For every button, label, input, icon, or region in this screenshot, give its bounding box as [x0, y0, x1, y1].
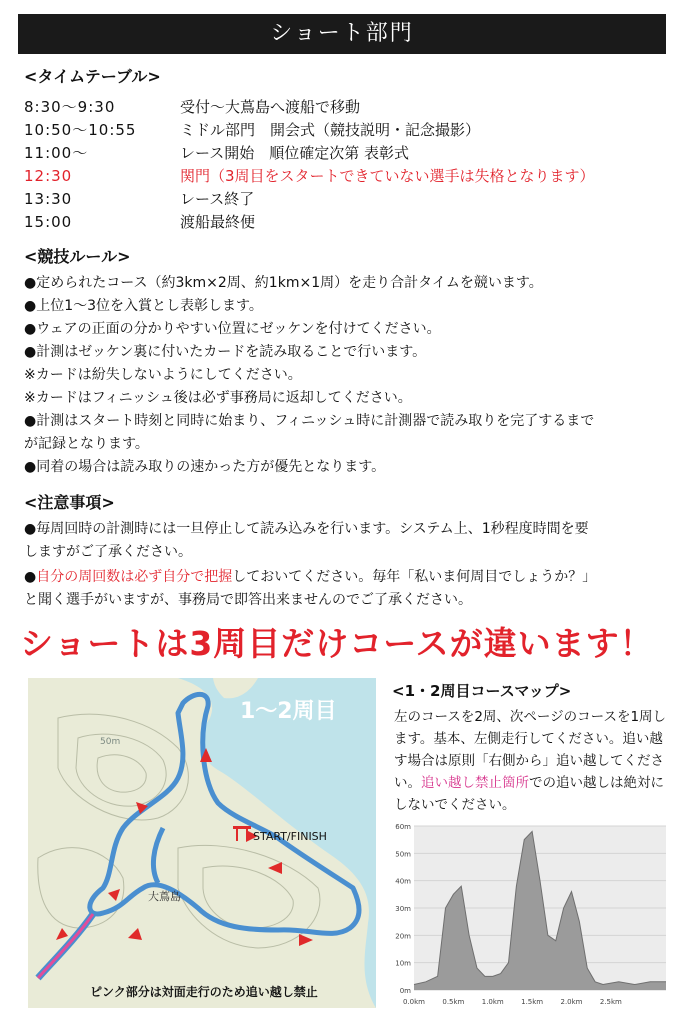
timetable-time: 10:50〜10:55 [24, 121, 137, 139]
notes-line: と聞く選手がいますが、事務局で即答出来ませんのでご了承ください。 [24, 592, 472, 608]
rule-line: ●ウェアの正面の分かりやすい位置にゼッケンを付けてください。 [24, 321, 441, 337]
timetable-heading: <タイムテーブル> [24, 67, 161, 86]
timetable-time: 15:00 [24, 213, 73, 231]
bullet: ● [24, 569, 37, 585]
timetable-desc: 受付〜大蔦島へ渡船で移動 [180, 98, 361, 116]
timetable-desc: レース開始 順位確定次第 表彰式 [180, 144, 410, 162]
x-tick-label: 0.5km [442, 998, 465, 1006]
timetable-desc: レース終了 [180, 190, 255, 208]
timetable-time: 8:30〜9:30 [24, 98, 116, 116]
notes-line: しますがご了承ください。 [24, 544, 192, 560]
y-tick-label: 30m [395, 905, 411, 913]
rule-line: ●上位1〜3位を入賞とし表彰します。 [24, 298, 263, 314]
timetable-desc: ミドル部門 開会式（競技説明・記念撮影） [180, 121, 481, 139]
timetable-desc: 関門（3周目をスタートできていない選手は失格となります） [180, 167, 595, 185]
rule-line: が記録となります。 [24, 436, 149, 452]
notes-line [24, 566, 674, 589]
timetable-row [24, 165, 595, 187]
notes-text: しておいてください。毎年「私いま何周目でしょうか？」 [232, 569, 597, 585]
timetable-row [24, 211, 255, 233]
no-passing-note: ピンク部分は対面走行のため追い越し禁止 [90, 985, 318, 999]
timetable-row [24, 142, 409, 164]
course-map-text: での追い越しは絶対にしないでください。 [394, 775, 664, 813]
y-tick-label: 60m [395, 823, 411, 831]
y-tick-label: 40m [395, 877, 411, 886]
timetable-row [24, 96, 360, 118]
course-map [28, 678, 376, 1008]
rules-heading: <競技ルール> [24, 247, 131, 266]
rule-line: ●定められたコース（約3km×2周、約1km×1周）を走り合計タイムを競います。 [24, 275, 543, 291]
contour-label: 50m [100, 737, 121, 747]
course-map-text: 左のコースを2周、次ページのコースを1周します。基本、左側走行してください。追い越す場合は原則「右側から」追い越してください。 [394, 709, 667, 791]
y-tick-label: 50m [395, 850, 411, 859]
x-tick-label: 2.5km [599, 998, 622, 1006]
y-tick-label: 10m [395, 959, 411, 968]
y-tick-label: 0m [399, 987, 411, 995]
course-map-description [394, 706, 676, 816]
no-passing-zone-text: 追い越し禁止箇所 [421, 775, 529, 791]
notes-warning-text: 自分の周回数は必ず自分で把握 [36, 569, 233, 585]
timetable-desc: 渡船最終便 [180, 213, 256, 231]
island-label: 大蔦島 [148, 890, 181, 903]
rule-line: ●計測はゼッケン裏に付いたカードを読み取ることで行います。 [24, 344, 427, 360]
elevation-chart [384, 818, 674, 1014]
notes-line: ●毎周回時の計測時には一旦停止して読み込みを行います。システム上、1秒程度時間を要 [24, 521, 589, 537]
page-title: ショート部門 [18, 14, 666, 54]
start-finish-label: START/FINISH [253, 830, 327, 843]
course-map-heading: <1・2周目コースマップ> [392, 682, 572, 700]
lap-label: 1〜2周目 [240, 699, 337, 724]
x-tick-label: 1.5km [521, 998, 544, 1006]
rule-line: ●同着の場合は読み取りの速かった方が優先となります。 [24, 459, 386, 475]
rule-line: ※カードは紛失しないようにしてください。 [24, 367, 302, 383]
timetable-time: 11:00〜 [24, 144, 89, 162]
x-tick-label: 2.0km [560, 998, 583, 1006]
course-headline: ショートは3周目だけコースが違います！ [20, 624, 654, 663]
timetable-time: 13:30 [24, 190, 73, 208]
notes-heading: <注意事項> [24, 493, 115, 512]
timetable-time: 12:30 [24, 167, 73, 185]
rule-line: ●計測はスタート時刻と同時に始まり、フィニッシュ時に計測器で読み取りを完了するまで [24, 413, 595, 429]
x-tick-label: 0.0km [402, 998, 426, 1006]
x-tick-label: 1.0km [481, 998, 504, 1006]
rule-line: ※カードはフィニッシュ後は必ず事務局に返却してください。 [24, 390, 412, 406]
y-tick-label: 20m [395, 932, 411, 941]
timetable-row [24, 188, 254, 210]
timetable-row [24, 119, 480, 141]
